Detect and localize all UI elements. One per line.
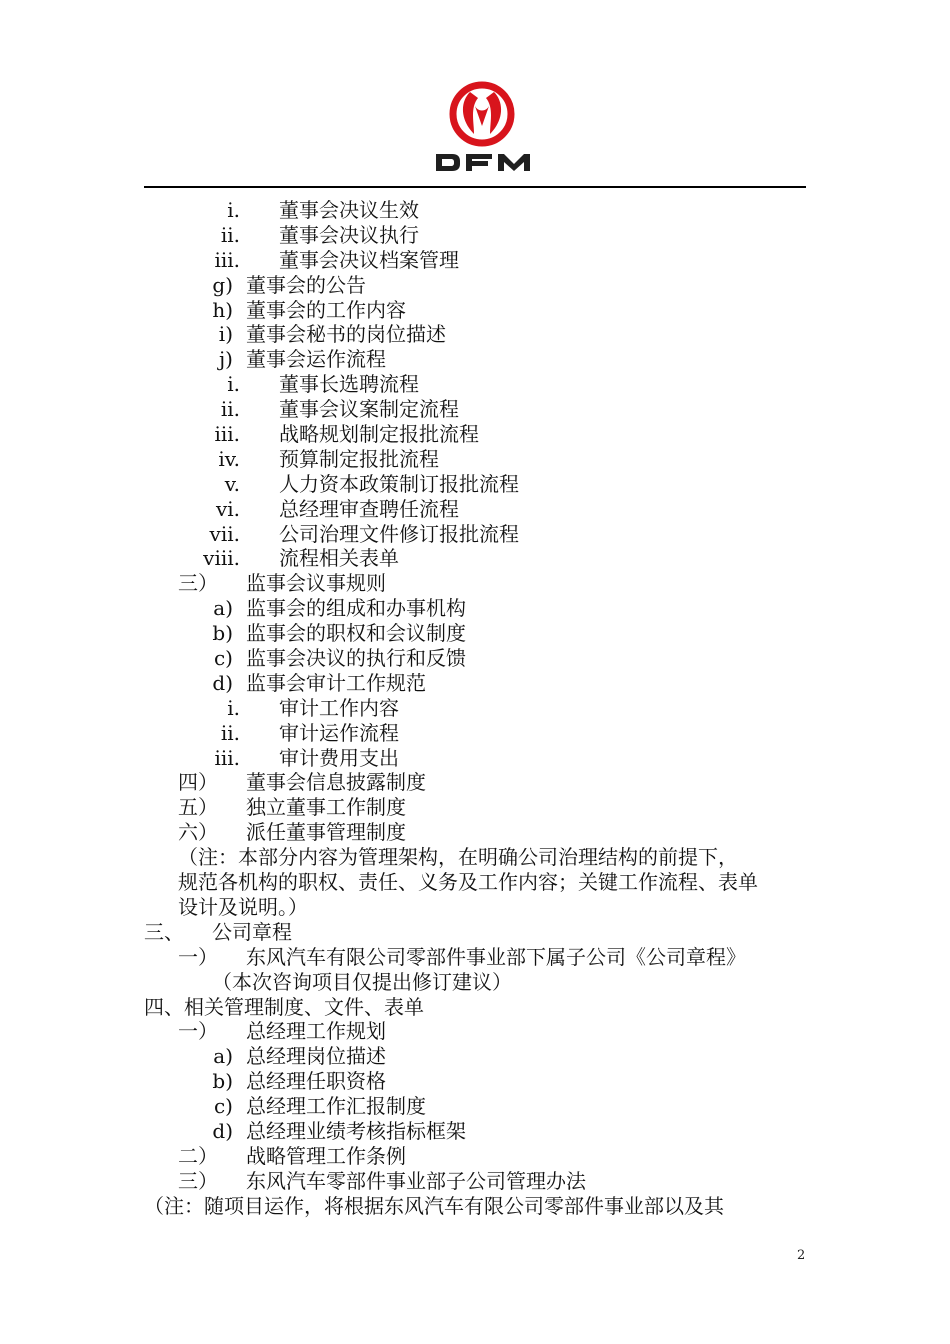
outline-text: 总经理工作规划 xyxy=(246,1019,386,1044)
outline-line xyxy=(0,1169,950,1194)
outline-number: i. xyxy=(227,695,240,720)
section-heading xyxy=(0,995,950,1020)
outline-text: 东风汽车有限公司零部件事业部下属子公司《公司章程》 xyxy=(246,944,746,969)
outline-line xyxy=(0,198,950,223)
outline-line xyxy=(0,646,950,671)
outline-number: ii. xyxy=(220,222,240,247)
outline-text: 公司治理文件修订报批流程 xyxy=(279,521,519,546)
outline-text: 派任董事管理制度 xyxy=(246,820,406,845)
outline-number: b) xyxy=(212,1069,233,1094)
note-text: 规范各机构的职权、责任、义务及工作内容；关键工作流程、表单 xyxy=(178,870,758,895)
outline-line xyxy=(0,1094,950,1119)
outline-text: 战略管理工作条例 xyxy=(246,1143,406,1168)
outline-line xyxy=(0,322,950,347)
outline-line xyxy=(0,596,950,621)
outline-line xyxy=(0,522,950,547)
dfm-logo xyxy=(430,76,534,176)
outline-line xyxy=(0,770,950,795)
outline-number: d) xyxy=(212,670,233,695)
section-number: 三、 xyxy=(144,919,184,944)
note-text: （注：随项目运作，将根据东风汽车有限公司零部件事业部以及其 xyxy=(144,1193,724,1218)
page-number: 2 xyxy=(797,1248,806,1263)
outline-number: iii. xyxy=(214,247,240,272)
outline-text: 审计费用支出 xyxy=(279,745,399,770)
outline-number: 六） xyxy=(178,820,218,845)
outline-number: a) xyxy=(213,596,233,621)
outline-text: 总经理业绩考核指标框架 xyxy=(246,1118,466,1143)
outline-number: iii. xyxy=(214,422,240,447)
outline-number: d) xyxy=(212,1118,233,1143)
outline-line xyxy=(0,1019,950,1044)
section-title: 公司章程 xyxy=(212,919,292,944)
outline-number: 一） xyxy=(178,1019,218,1044)
outline-text: 总经理任职资格 xyxy=(246,1069,386,1094)
outline-text: 流程相关表单 xyxy=(279,546,399,571)
outline-number: 五） xyxy=(178,795,218,820)
outline-number: 二） xyxy=(178,1143,218,1168)
outline-number: iv. xyxy=(218,446,240,471)
outline-number: iii. xyxy=(214,745,240,770)
outline-text: 监事会的组成和办事机构 xyxy=(246,596,466,621)
outline-text: 人力资本政策制订报批流程 xyxy=(279,471,519,496)
outline-text: 董事会议案制定流程 xyxy=(279,397,459,422)
outline-text: 总经理审查聘任流程 xyxy=(279,496,459,521)
note-line xyxy=(0,1194,950,1219)
outline-text: 审计运作流程 xyxy=(279,720,399,745)
note-line xyxy=(0,970,950,995)
outline-line xyxy=(0,1069,950,1094)
outline-text: 董事长选聘流程 xyxy=(279,372,419,397)
outline-line xyxy=(0,273,950,298)
outline-line xyxy=(0,546,950,571)
outline-line xyxy=(0,397,950,422)
outline-line xyxy=(0,721,950,746)
outline-line xyxy=(0,571,950,596)
document-body xyxy=(0,198,950,1219)
outline-text: 董事会决议档案管理 xyxy=(279,247,459,272)
dfm-dongfeng-logo-icon xyxy=(430,76,534,176)
outline-number: i. xyxy=(227,372,240,397)
outline-text: 董事会的工作内容 xyxy=(246,297,406,322)
outline-number: ii. xyxy=(220,397,240,422)
outline-line xyxy=(0,223,950,248)
outline-number: g) xyxy=(212,272,233,297)
outline-text: 监事会的职权和会议制度 xyxy=(246,621,466,646)
outline-text: 监事会议事规则 xyxy=(246,571,386,596)
outline-line xyxy=(0,497,950,522)
outline-text: 东风汽车零部件事业部子公司管理办法 xyxy=(246,1168,586,1193)
outline-text: 总经理工作汇报制度 xyxy=(246,1094,426,1119)
outline-line xyxy=(0,1119,950,1144)
outline-line xyxy=(0,447,950,472)
outline-line xyxy=(0,746,950,771)
outline-number: i) xyxy=(218,322,233,347)
header-rule xyxy=(144,186,806,188)
note-text: 设计及说明。） xyxy=(178,894,308,919)
outline-line xyxy=(0,795,950,820)
section-title: 四、相关管理制度、文件、表单 xyxy=(144,994,424,1019)
outline-text: 董事会信息披露制度 xyxy=(246,770,426,795)
section-heading xyxy=(0,920,950,945)
outline-text: 监事会审计工作规范 xyxy=(246,670,426,695)
note-line xyxy=(0,845,950,870)
outline-text: 审计工作内容 xyxy=(279,695,399,720)
outline-number: c) xyxy=(213,1094,233,1119)
outline-number: 三） xyxy=(178,571,218,596)
outline-text: 董事会秘书的岗位描述 xyxy=(246,322,446,347)
outline-number: i. xyxy=(227,198,240,222)
outline-text: 战略规划制定报批流程 xyxy=(279,422,479,447)
outline-line xyxy=(0,671,950,696)
outline-line xyxy=(0,1144,950,1169)
outline-text: 董事会运作流程 xyxy=(246,347,386,372)
outline-line xyxy=(0,372,950,397)
outline-line xyxy=(0,298,950,323)
outline-text: 董事会决议执行 xyxy=(279,222,419,247)
outline-number: 一） xyxy=(178,944,218,969)
outline-number: j) xyxy=(218,347,233,372)
outline-text: 总经理岗位描述 xyxy=(246,1044,386,1069)
outline-line xyxy=(0,621,950,646)
outline-line xyxy=(0,696,950,721)
outline-number: v. xyxy=(224,471,240,496)
note-text: （本次咨询项目仅提出修订建议） xyxy=(212,969,512,994)
outline-number: c) xyxy=(213,646,233,671)
outline-number: h) xyxy=(212,297,233,322)
outline-line xyxy=(0,820,950,845)
outline-number: a) xyxy=(213,1044,233,1069)
note-line xyxy=(0,895,950,920)
outline-number: viii. xyxy=(203,546,240,571)
outline-text: 预算制定报批流程 xyxy=(279,446,439,471)
outline-line xyxy=(0,1044,950,1069)
outline-text: 独立董事工作制度 xyxy=(246,795,406,820)
outline-number: ii. xyxy=(220,720,240,745)
outline-text: 董事会的公告 xyxy=(246,272,366,297)
outline-line xyxy=(0,347,950,372)
outline-line xyxy=(0,472,950,497)
outline-line xyxy=(0,945,950,970)
outline-number: 三） xyxy=(178,1168,218,1193)
outline-text: 监事会决议的执行和反馈 xyxy=(246,646,466,671)
outline-number: b) xyxy=(212,621,233,646)
outline-number: vi. xyxy=(215,496,240,521)
outline-line xyxy=(0,248,950,273)
outline-number: 四） xyxy=(178,770,218,795)
note-text: （注：本部分内容为管理架构，在明确公司治理结构的前提下， xyxy=(178,845,738,870)
note-line xyxy=(0,870,950,895)
outline-number: vii. xyxy=(209,521,240,546)
outline-text: 董事会决议生效 xyxy=(279,198,419,222)
outline-line xyxy=(0,422,950,447)
